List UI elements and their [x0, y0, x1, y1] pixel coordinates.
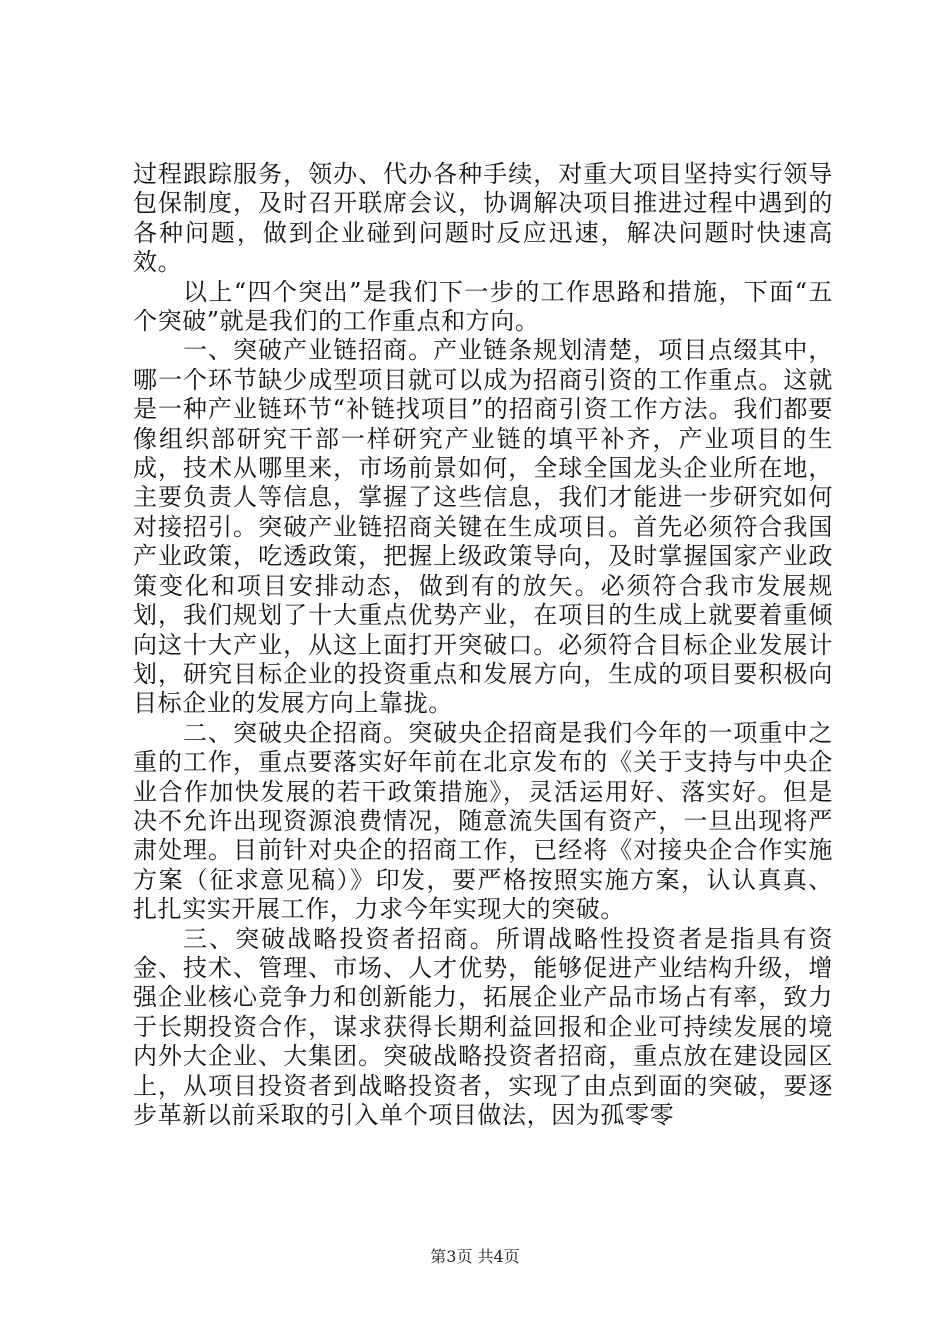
paragraph-3: 一、突破产业链招商。产业链条规划清楚，项目点缀其中，哪一个环节缺少成型项目就可以成为招商引资的工作重点。这就是一种产业链环节“补链找项目”的招商引资工作方法。我们都要像组织部研究干部一样研究产业链的填平补齐，产业项目的生成，技术从哪里来，市场前景如何，全球全国龙头企业所在地，主要负责人等信息，掌握了这些信息，我们才能进一步研究如何对接招引。突破产业链招商关键在生成项目。首先必须符合我国产业政策，吃透政策，把握上级政策导向，及时掌握国家产业政策变化和项目安排动态，做到有的放矢。必须符合我市发展规划，我们规划了十大重点优势产业，在项目的生成上就要着重倾向这十大产业，从这上面打开突破口。必须符合目标企业发展计划，研究目标企业的投资重点和发展方向，生成的项目要积极向目标企业的发展方向上靠拢。 [133, 336, 833, 718]
paragraph-4: 二、突破央企招商。突破央企招商是我们今年的一项重中之重的工作，重点要落实好年前在北京发布的《关于支持与中央企业合作加快发展的若干政策措施》，灵活运用好、落实好。但是决不允许出现资源浪费情况，随意流失国有资产，一旦出现将严肃处理。目前针对央企的招商工作，已经将《对接央企合作实施方案（征求意见稿）》印发，要严格按照实施方案，认认真真、扎扎实实开展工作，力求今年实现大的突破。 [133, 718, 833, 924]
document-body [133, 160, 833, 1130]
paragraph-1: 过程跟踪服务，领办、代办各种手续，对重大项目坚持实行领导包保制度，及时召开联席会议，协调解决项目推进过程中遇到的各种问题，做到企业碰到问题时反应迅速，解决问题时快速高效。 [133, 160, 833, 277]
paragraph-2: 以上“四个突出”是我们下一步的工作思路和措施，下面“五个突破”就是我们的工作重点和方向。 [133, 277, 833, 336]
page-footer: 第3页 共4页 [430, 1247, 520, 1266]
paragraph-5: 三、突破战略投资者招商。所谓战略性投资者是指具有资金、技术、管理、市场、人才优势，能够促进产业结构升级，增强企业核心竞争力和创新能力，拓展企业产品市场占有率，致力于长期投资合作，谋求获得长期利益回报和企业可持续发展的境内外大企业、大集团。突破战略投资者招商，重点放在建设园区上，从项目投资者到战略投资者，实现了由点到面的突破，要逐步革新以前采取的引入单个项目做法，因为孤零零 [133, 924, 833, 1129]
